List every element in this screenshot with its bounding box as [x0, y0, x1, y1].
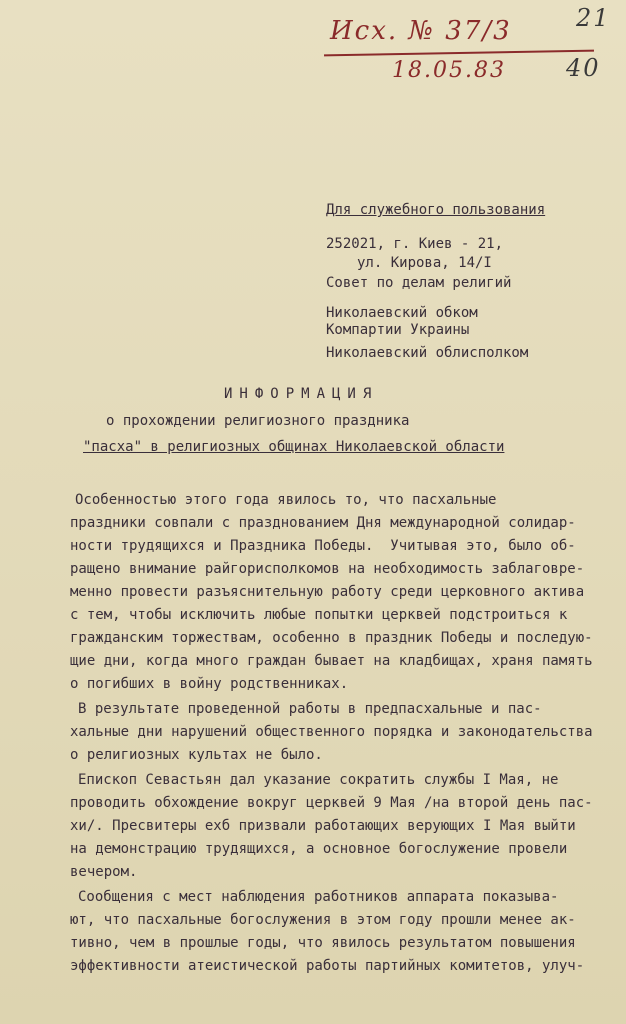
- sender-name: Совет по делам религий: [326, 275, 512, 291]
- recipient-line-1: Николаевский обком: [326, 305, 478, 321]
- body-line: вечером.: [70, 864, 138, 880]
- handwritten-reference: Исх. № 37/3: [330, 16, 512, 46]
- body-line: Епископ Севастьян дал указание сократить службы I Мая, не: [78, 772, 559, 788]
- recipient-line-3: Николаевский облисполком: [326, 345, 529, 361]
- body-line: хальные дни нарушений общественного порядка и законодательства: [70, 724, 593, 740]
- body-line: о религиозных культах не было.: [70, 747, 323, 763]
- body-line: ют, что пасхальные богослужения в этом году прошли менее ак-: [70, 912, 576, 928]
- body-line: о погибших в войну родственниках.: [70, 676, 349, 692]
- body-line: Особенностью этого года явилось то, что пасхальные: [75, 492, 497, 508]
- body-line: на демонстрацию трудящихся, а основное богослужение провели: [70, 841, 568, 857]
- handwritten-strike-line: [324, 50, 594, 57]
- document-heading: ИНФОРМАЦИЯ: [224, 386, 379, 402]
- recipient-line-2: Компартии Украины: [326, 322, 470, 338]
- body-line: ности трудящихся и Праздника Победы. Учитывая это, было об-: [70, 538, 576, 554]
- body-line: с тем, чтобы исключить любые попытки церквей подстроиться к: [70, 607, 568, 623]
- body-line: Сообщения с мест наблюдения работников аппарата показыва-: [78, 889, 559, 905]
- body-line: эффективности атеистической работы партийных комитетов, улуч-: [70, 958, 585, 974]
- handwritten-page-number-bottom: 40: [566, 54, 601, 82]
- handwritten-page-number-top: 21: [576, 4, 611, 32]
- title-line-2: "пасха" в религиозных общинах Николаевской области: [83, 439, 505, 455]
- body-line: менно провести разъяснительную работу среди церковного актива: [70, 584, 585, 600]
- address-line-1: 252021, г. Киев - 21,: [326, 236, 504, 252]
- body-line: праздники совпали с празднованием Дня международной солидар-: [70, 515, 576, 531]
- body-line: проводить обхождение вокруг церквей 9 Мая /на второй день пас-: [70, 795, 593, 811]
- body-line: гражданским торжествам, особенно в праздник Победы и последую-: [70, 630, 593, 646]
- address-line-2: ул. Кирова, 14/I: [357, 255, 492, 271]
- handwritten-date: 18.05.83: [392, 58, 506, 83]
- body-line: щие дни, когда много граждан бывает на кладбищах, храня память: [70, 653, 593, 669]
- restriction-label: Для служебного пользования: [326, 202, 546, 218]
- body-line: В результате проведенной работы в предпасхальные и пас-: [78, 701, 542, 717]
- body-line: ращено внимание райгорисполкомов на необходимость заблаговре-: [70, 561, 585, 577]
- title-line-1: о прохождении религиозного праздника: [106, 413, 410, 429]
- body-line: хи/. Пресвитеры ехб призвали работающих верующих I Мая выйти: [70, 818, 576, 834]
- body-line: тивно, чем в прошлые годы, что явилось результатом повышения: [70, 935, 576, 951]
